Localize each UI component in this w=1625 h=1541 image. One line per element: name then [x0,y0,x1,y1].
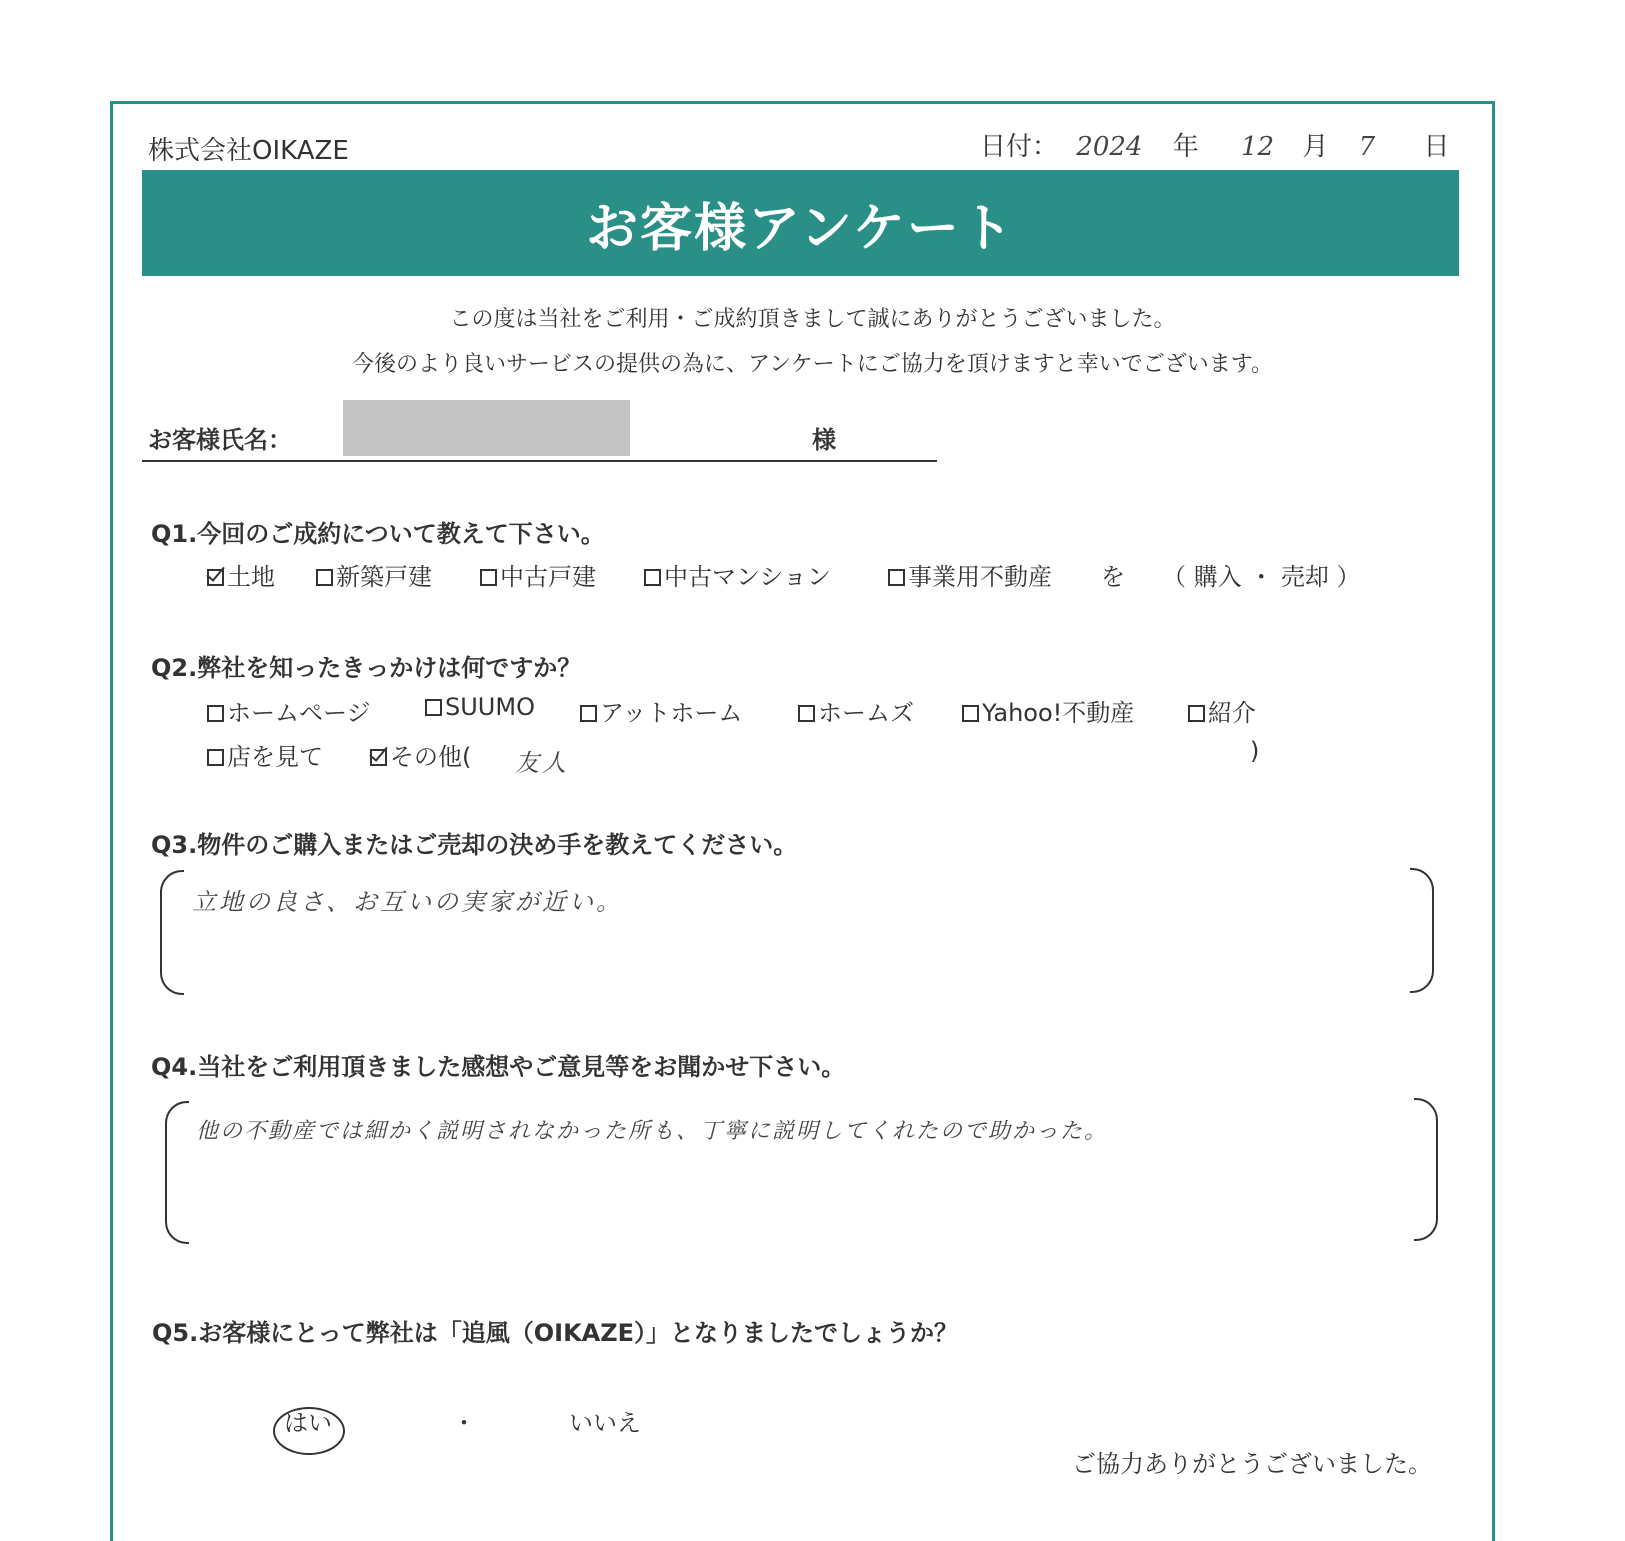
q1-particle: を [1101,563,1125,591]
q5-separator: ・ [452,1409,476,1437]
checkbox[interactable] [962,705,979,722]
checkbox[interactable] [316,569,333,586]
thank-you-message: ご協力ありがとうございました。 [1072,1450,1432,1478]
q4-question: Q4.当社をご利用頂きました感想やご意見等をお聞かせ下さい。 [151,1053,846,1081]
q3-answer: 立地の良さ、お互いの実家が近い。 [192,888,624,916]
date-year-unit: 年 [1172,132,1199,162]
option-label: ホームズ [818,699,914,727]
checkbox[interactable] [888,569,905,586]
q2-option-referral[interactable] [1188,693,1256,728]
q1-option-land[interactable] [207,557,275,592]
option-label: 事業用不動産 [908,563,1052,591]
option-label: 店を見て [227,743,323,771]
q5-yes-option[interactable]: はい [284,1409,332,1437]
q2-close-paren: ) [1250,737,1260,765]
date-day: 7 [1358,132,1376,162]
q2-option-suumo[interactable] [425,693,535,721]
q3-bracket-left [160,870,184,995]
option-label: 紹介 [1208,699,1256,727]
option-label: 土地 [227,563,275,591]
q5-no-option[interactable]: いいえ [569,1409,641,1437]
q1-question: Q1.今回のご成約について教えて下さい。 [151,520,605,548]
q4-bracket-left [165,1101,189,1244]
checkbox[interactable] [425,699,442,716]
date-year: 2024 [1076,132,1143,162]
q4-answer: 他の不動産では細かく説明されなかった所も、丁寧に説明してくれたので助かった。 [196,1119,1109,1144]
date-field [980,126,1449,163]
date-day-unit: 日 [1423,132,1450,162]
date-month-unit: 月 [1302,132,1329,162]
checkbox[interactable] [207,749,224,766]
q1-option-commercial[interactable] [888,557,1052,592]
intro-line-1: この度は当社をご利用・ご成約頂きまして誠にありがとうございました。 [449,307,1176,332]
q2-other-answer: 友人 [515,749,569,777]
checkbox-checked[interactable] [207,569,224,586]
q5-question: Q5.お客様にとって弊社は「追風（OIKAZE）」となりましたでしょうか？ [152,1319,959,1347]
q3-bracket-right [1410,868,1434,993]
option-label: アットホーム [600,699,743,727]
q1-option-new-house[interactable] [316,557,432,592]
q1-option-used-mansion[interactable] [644,557,831,592]
q3-question: Q3.物件のご購入またはご売却の決め手を教えてください。 [151,831,798,859]
title-banner [142,170,1459,276]
q4-bracket-right [1414,1098,1438,1241]
q2-option-homepage[interactable] [207,693,371,728]
customer-name-redacted [343,400,630,456]
date-label: 日付： [980,132,1059,162]
company-name: 株式会社OIKAZE [148,136,349,166]
customer-honorific: 様 [812,426,836,454]
option-label: 新築戸建 [336,563,432,591]
checkbox[interactable] [207,705,224,722]
q2-option-yahoo[interactable] [962,693,1134,728]
option-label: その他( [390,743,472,771]
q2-option-store[interactable] [207,737,323,772]
checkbox[interactable] [480,569,497,586]
option-label: Yahoo!不動産 [982,699,1135,727]
checkbox[interactable] [798,705,815,722]
q2-question: Q2.弊社を知ったきっかけは何ですか？ [151,654,582,682]
date-month: 12 [1241,132,1275,162]
option-label: SUUMO [445,693,535,721]
page-title: お客様アンケート [586,198,1015,259]
name-underline [142,460,937,462]
option-label: ホームページ [227,699,371,727]
checkbox-checked[interactable] [370,749,387,766]
q1-buy-sell-choice: （ 購入 ・ 売却 ） [1162,563,1361,591]
checkbox[interactable] [644,569,661,586]
q1-option-used-house[interactable] [480,557,596,592]
customer-name-label: お客様氏名： [148,426,292,454]
checkbox[interactable] [580,705,597,722]
q2-option-other[interactable] [370,737,471,772]
intro-line-2: 今後のより良いサービスの提供の為に、アンケートにご協力を頂けますと幸いでございます。 [352,352,1273,377]
q2-option-homes[interactable] [798,693,914,728]
option-label: 中古マンション [664,563,831,591]
option-label: 中古戸建 [500,563,596,591]
q2-option-athome[interactable] [580,693,742,728]
checkbox[interactable] [1188,705,1205,722]
